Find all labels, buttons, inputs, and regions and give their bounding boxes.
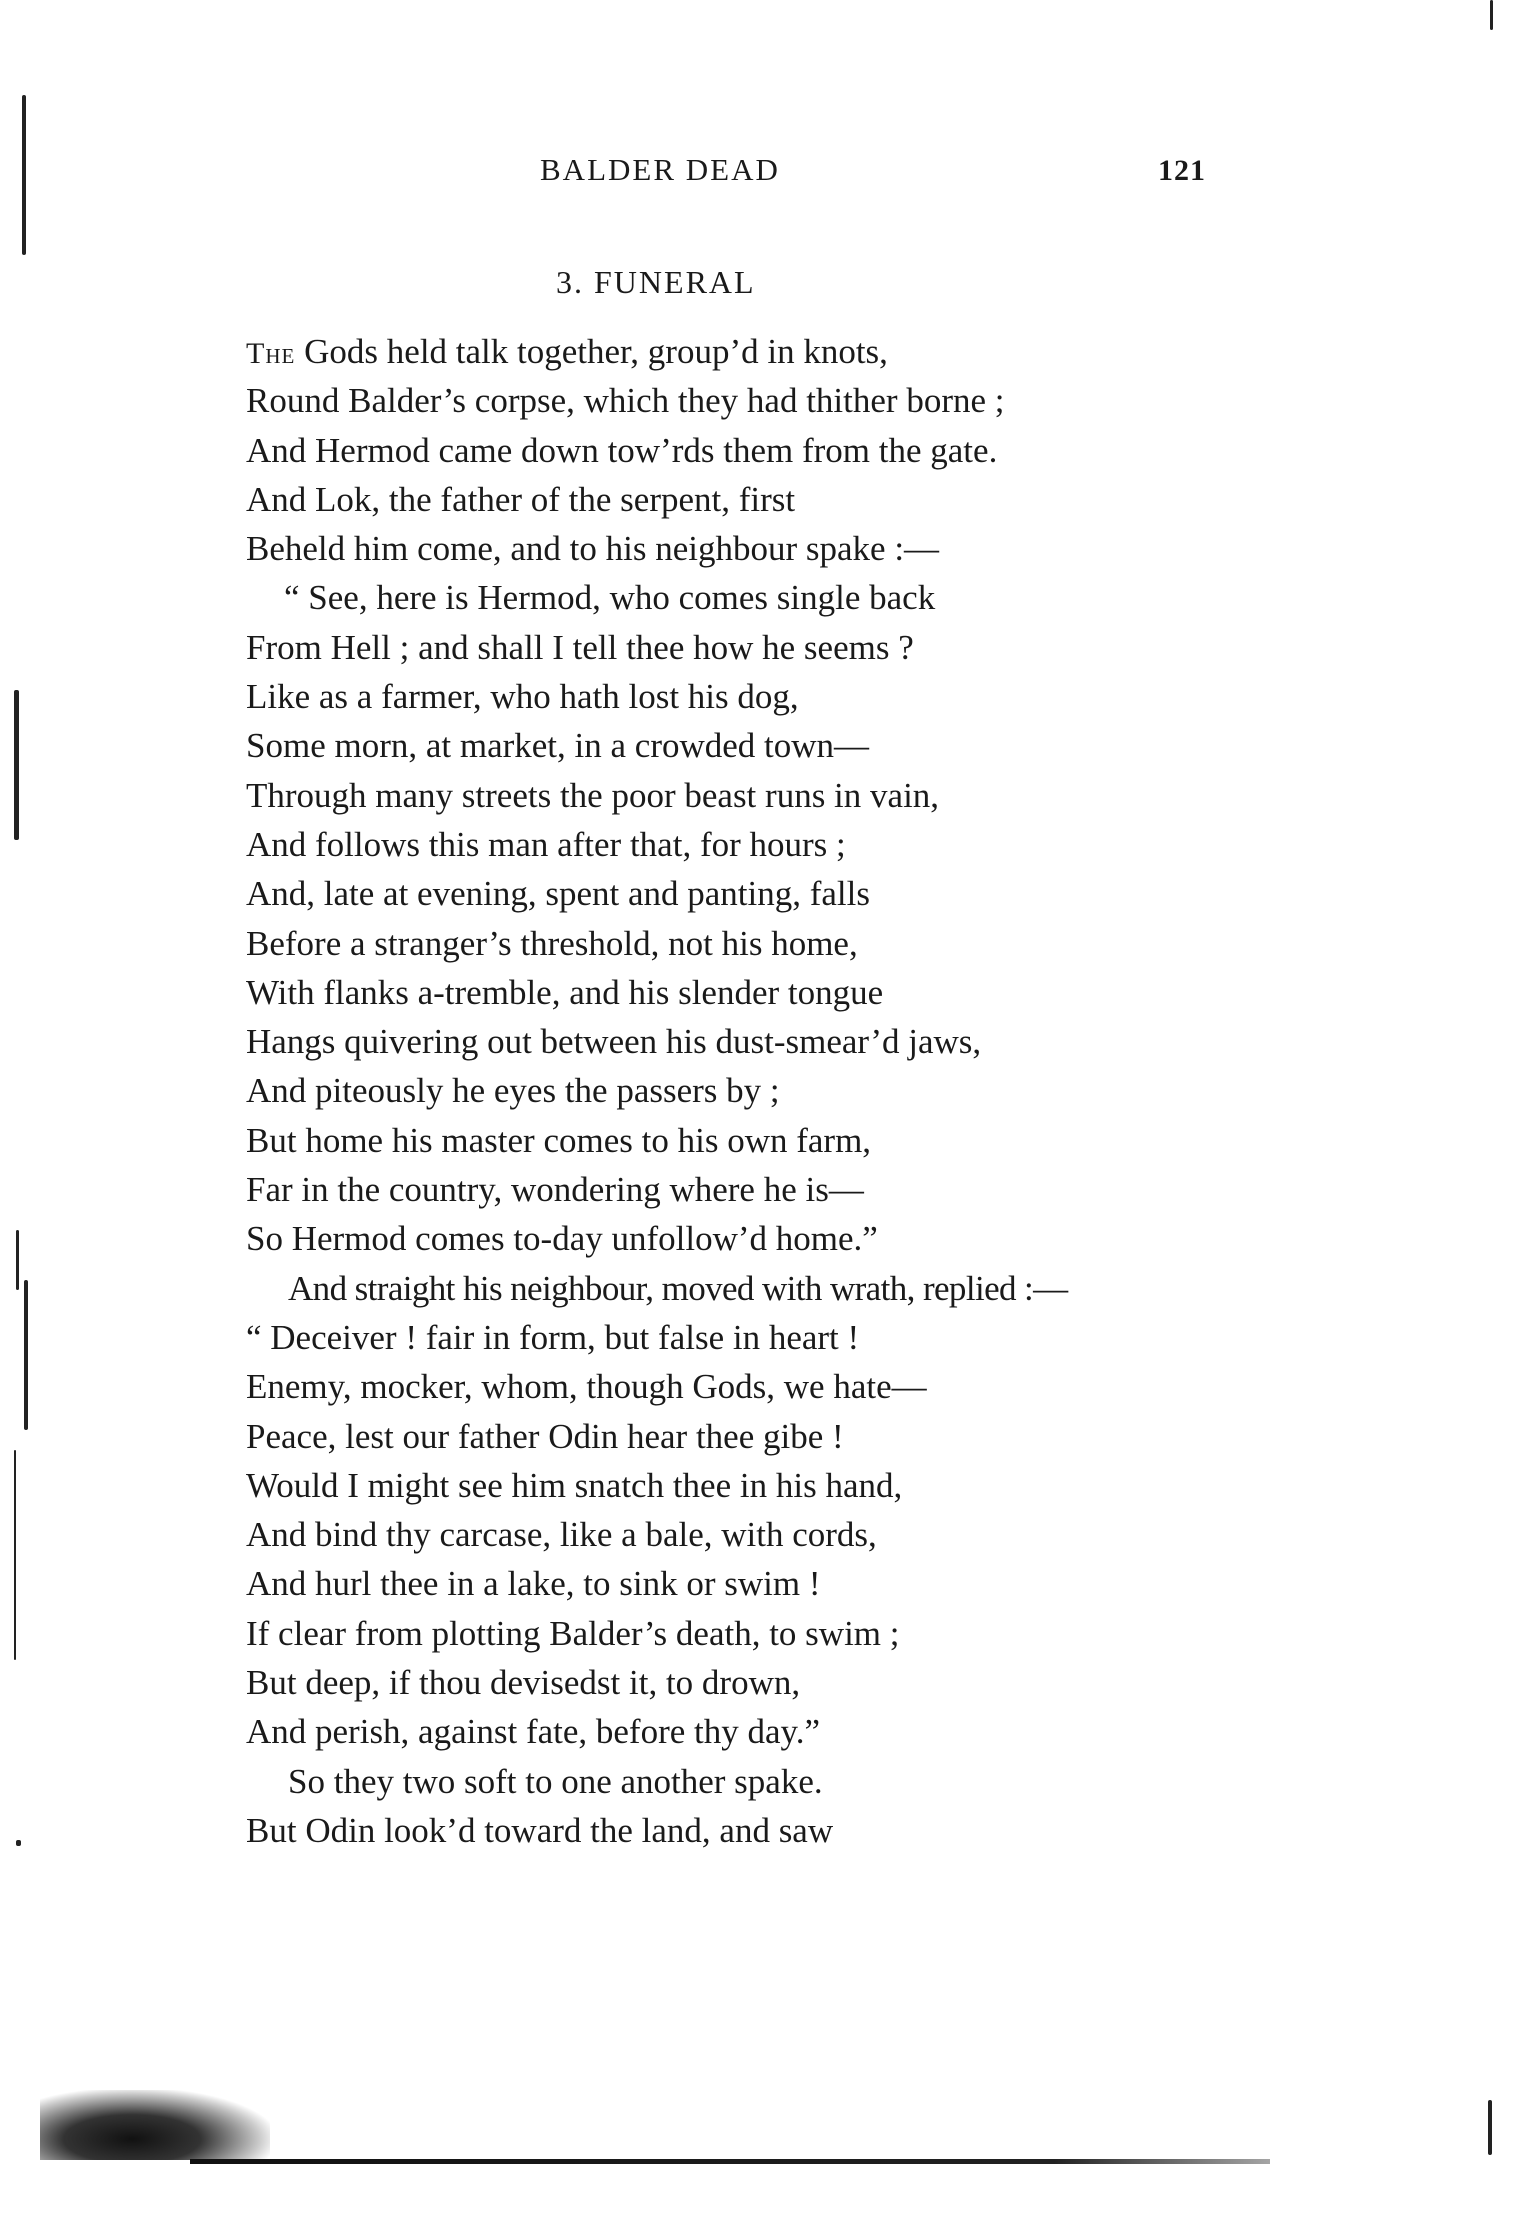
poem-line: Beheld him come, and to his neighbour spake :—	[246, 529, 940, 569]
poem-line: Peace, lest our father Odin hear thee gibe !	[246, 1416, 844, 1456]
poem-line: From Hell ; and shall I tell thee how he seems ?	[246, 627, 914, 667]
poem-line: And hurl thee in a lake, to sink or swim !	[246, 1564, 821, 1604]
poem-line: Would I might see him snatch thee in his hand,	[246, 1465, 903, 1505]
poem-line: So Hermod comes to-day unfollow’d home.”	[246, 1219, 878, 1259]
poem-line: Far in the country, wondering where he is—	[246, 1170, 864, 1210]
page-number: 121	[1158, 154, 1206, 187]
poem-line: So they two soft to one another spake.	[288, 1761, 823, 1801]
poem-line: But Odin look’d toward the land, and saw	[246, 1810, 834, 1850]
poem-line: And, late at evening, spent and panting, falls	[246, 874, 871, 914]
poem-line: And Hermod came down tow’rds them from the gate.	[246, 430, 998, 470]
poem-line: “ Deceiver ! fair in form, but false in heart !	[246, 1317, 860, 1357]
poem-line: But deep, if thou devisedst it, to drown,	[246, 1663, 801, 1703]
poem-line: And follows this man after that, for hours ;	[246, 824, 846, 864]
section-title: 3. FUNERAL	[556, 264, 756, 300]
scan-margin-mark	[1488, 2100, 1492, 2155]
scan-margin-mark	[16, 1840, 21, 1846]
poem-line: And Lok, the father of the serpent, first	[246, 479, 796, 519]
poem-line: With flanks a-tremble, and his slender tongue	[246, 972, 884, 1012]
poem-line: And straight his neighbour, moved with wrath, replied :—	[288, 1268, 1068, 1308]
poem-line: And piteously he eyes the passers by ;	[246, 1071, 780, 1111]
scan-margin-mark	[16, 1230, 19, 1290]
first-word: The	[246, 336, 296, 370]
scan-smudge	[40, 2090, 270, 2160]
poem-line: The Gods held talk together, group’d in knots,	[246, 332, 888, 371]
running-head: BALDER DEAD	[540, 152, 780, 187]
scan-margin-mark	[1490, 0, 1493, 30]
poem-line: Enemy, mocker, whom, though Gods, we hate—	[246, 1367, 927, 1407]
poem-line: Before a stranger’s threshold, not his home,	[246, 923, 858, 963]
poem-line: And bind thy carcase, like a bale, with cords,	[246, 1515, 877, 1555]
poem-line: And perish, against fate, before thy day.”	[246, 1712, 821, 1752]
scan-margin-mark	[22, 95, 26, 255]
poem-line: If clear from plotting Balder’s death, to swim ;	[246, 1613, 900, 1653]
poem-line: Hangs quivering out between his dust-smear’d jaws,	[246, 1022, 982, 1062]
scan-bottom-edge	[190, 2159, 1270, 2164]
scan-margin-mark	[24, 1280, 28, 1430]
poem-line: Through many streets the poor beast runs in vain,	[246, 775, 940, 815]
poem-text	[246, 327, 1246, 1855]
scan-margin-mark	[14, 1450, 16, 1660]
poem-line: “ See, here is Hermod, who comes single back	[284, 578, 936, 618]
poem-line: Round Balder’s corpse, which they had thither borne ;	[246, 381, 1005, 421]
poem-line: But home his master comes to his own farm,	[246, 1120, 872, 1160]
poem-line: Some morn, at market, in a crowded town—	[246, 726, 870, 766]
poem-line: Like as a farmer, who hath lost his dog,	[246, 677, 799, 717]
scan-margin-mark	[14, 690, 19, 840]
